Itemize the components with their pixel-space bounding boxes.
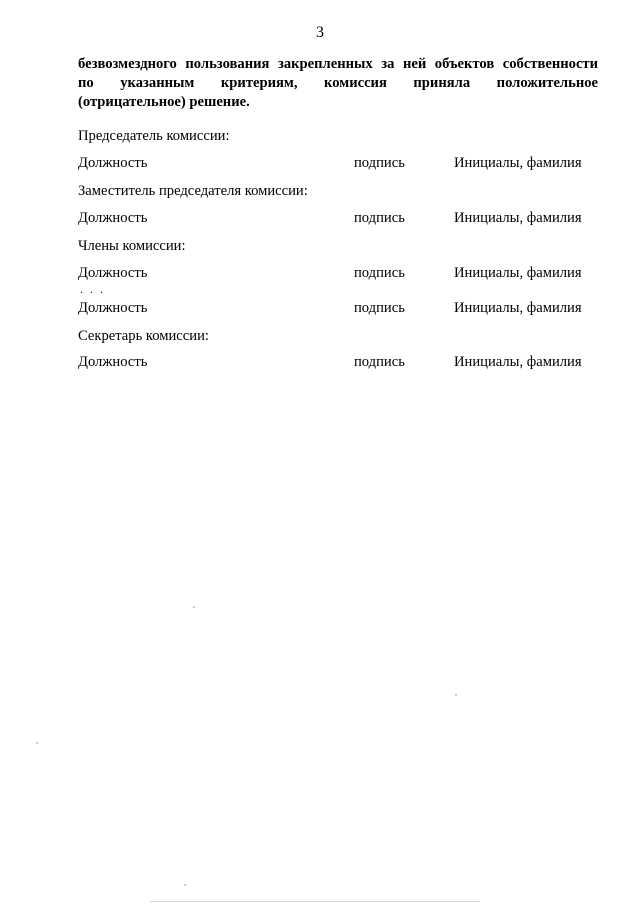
signature-label: подпись bbox=[354, 265, 405, 281]
secretary-signature-row bbox=[78, 354, 598, 371]
members-heading: Члены комиссии: bbox=[78, 238, 186, 254]
intro-word: комиссия bbox=[324, 75, 387, 91]
position-label: Должность bbox=[78, 354, 148, 370]
chairman-signature-row bbox=[78, 155, 598, 172]
initials-label: Инициалы, фамилия bbox=[454, 210, 582, 226]
intro-line-3: (отрицательное) решение. bbox=[78, 94, 250, 110]
signature-label: подпись bbox=[354, 300, 405, 316]
initials-label: Инициалы, фамилия bbox=[454, 354, 582, 370]
member-signature-row-last bbox=[78, 300, 598, 317]
intro-word: положительное bbox=[496, 75, 599, 91]
intro-line-2 bbox=[78, 74, 598, 93]
intro-line-1: безвозмездного пользования закрепленных за ней объектов собственности bbox=[78, 56, 598, 72]
initials-label: Инициалы, фамилия bbox=[454, 155, 582, 171]
intro-word: по bbox=[78, 75, 94, 91]
member-signature-row-first bbox=[78, 265, 598, 282]
intro-word: приняла bbox=[413, 75, 471, 91]
position-label: Должность bbox=[78, 265, 148, 281]
signature-label: подпись bbox=[354, 354, 405, 370]
signature-label: подпись bbox=[354, 210, 405, 226]
scan-edge-line bbox=[150, 901, 480, 902]
intro-paragraph bbox=[78, 55, 598, 112]
signature-label: подпись bbox=[354, 155, 405, 171]
scan-speck bbox=[193, 606, 195, 608]
initials-label: Инициалы, фамилия bbox=[454, 265, 582, 281]
position-label: Должность bbox=[78, 300, 148, 316]
initials-label: Инициалы, фамилия bbox=[454, 300, 582, 316]
scan-speck bbox=[184, 884, 186, 886]
deputy-signature-row bbox=[78, 210, 598, 227]
page-number: 3 bbox=[316, 24, 324, 41]
position-label: Должность bbox=[78, 155, 148, 171]
position-label: Должность bbox=[78, 210, 148, 226]
deputy-heading: Заместитель председателя комиссии: bbox=[78, 183, 308, 199]
scan-speck bbox=[455, 694, 457, 696]
intro-word: указанным bbox=[120, 75, 195, 91]
chairman-heading: Председатель комиссии: bbox=[78, 128, 230, 144]
secretary-heading: Секретарь комиссии: bbox=[78, 328, 209, 344]
members-ellipsis: . . . bbox=[80, 282, 105, 296]
intro-word: критериям, bbox=[220, 75, 298, 91]
scan-speck bbox=[36, 742, 38, 744]
